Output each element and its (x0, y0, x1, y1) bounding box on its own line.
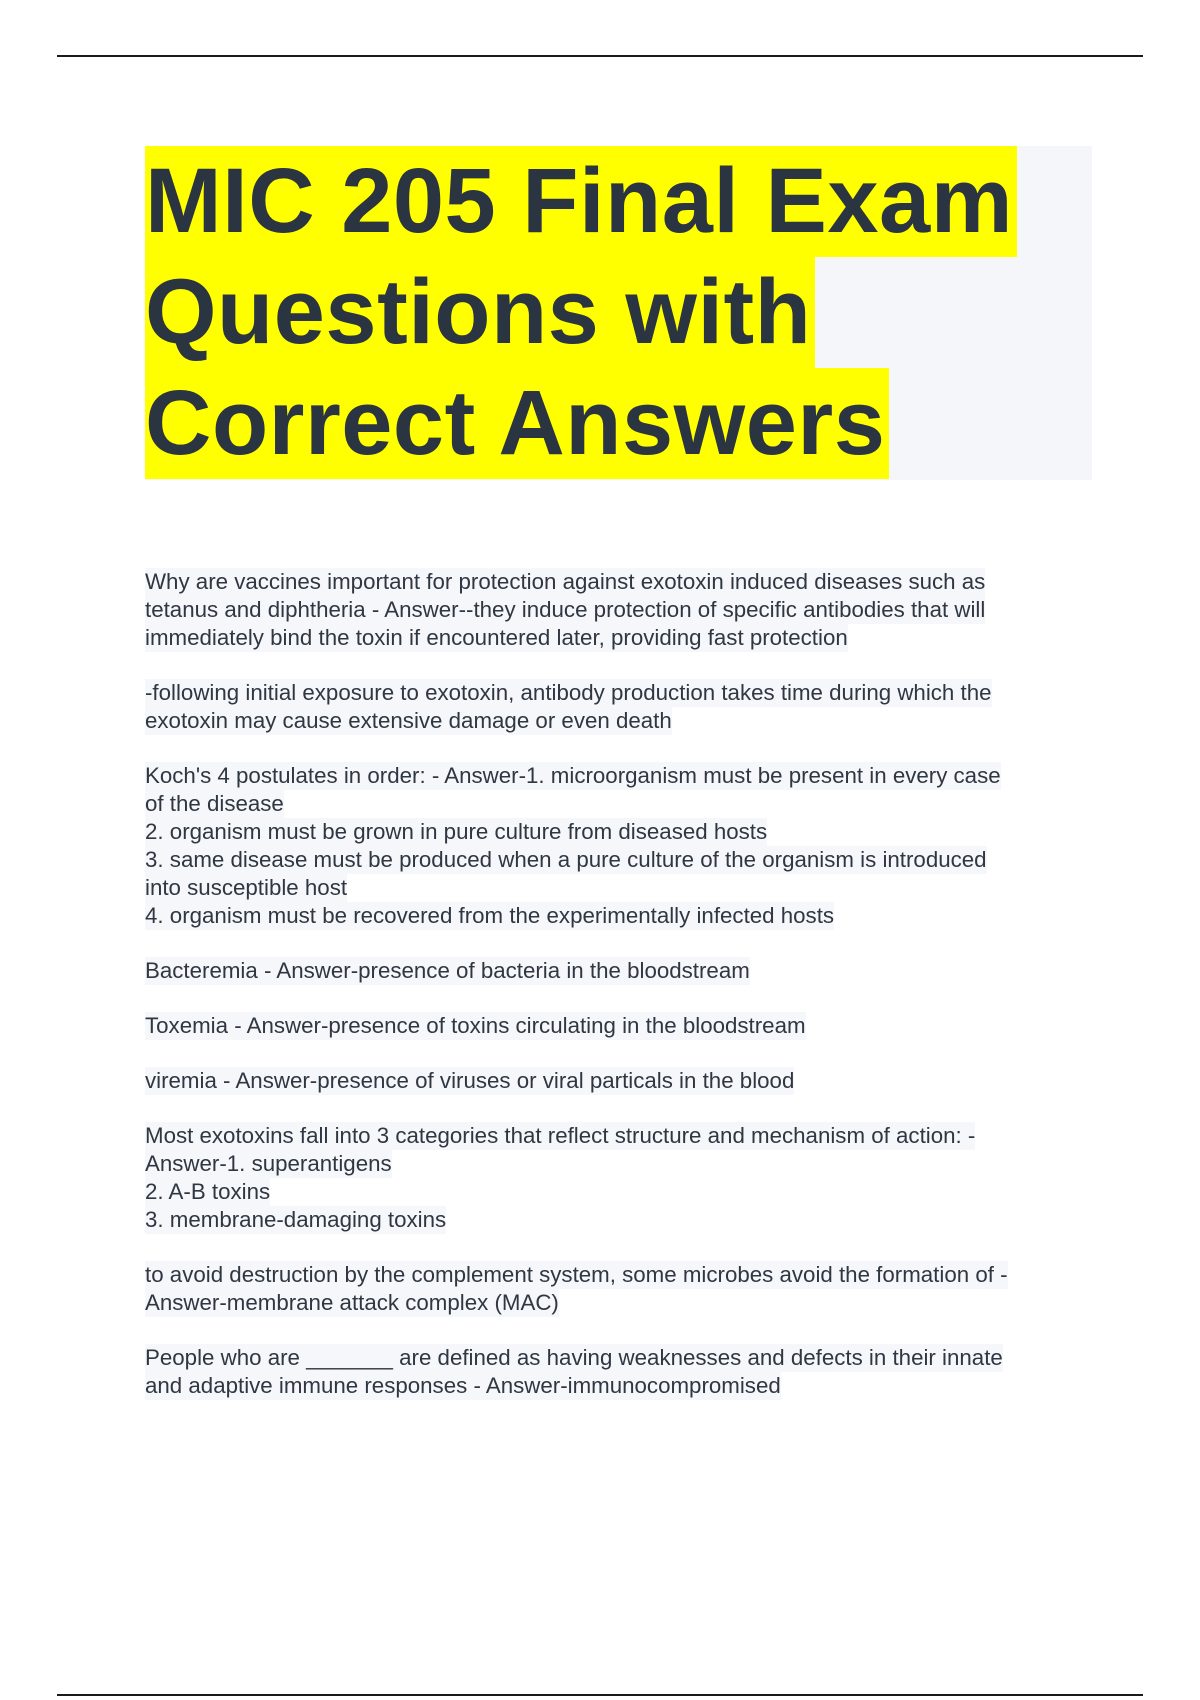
qa-list (145, 568, 1095, 1427)
text-line: People who are _______ are defined as having weaknesses and defects in their innate (145, 1345, 1003, 1370)
qa-entry-immunocompromised (145, 1344, 1095, 1400)
text-line: viremia - Answer-presence of viruses or viral particals in the blood (145, 1068, 795, 1093)
text-line: to avoid destruction by the complement system, some microbes avoid the formation of - (145, 1262, 1008, 1287)
title-line: Questions with (145, 257, 815, 368)
title-line: MIC 205 Final Exam (145, 146, 1017, 257)
text-line: Answer-1. superantigens (145, 1151, 392, 1176)
qa-entry-kochs-postulates (145, 762, 1095, 930)
qa-entry-complement-system (145, 1261, 1095, 1317)
text-line: Most exotoxins fall into 3 categories that reflect structure and mechanism of action: - (145, 1123, 976, 1148)
text-line: of the disease (145, 791, 284, 816)
text-line: tetanus and diphtheria - Answer--they induce protection of specific antibodies that will (145, 597, 986, 622)
text-line: 3. same disease must be produced when a pure culture of the organism is introduced (145, 847, 987, 872)
text-line: exotoxin may cause extensive damage or even death (145, 708, 672, 733)
qa-entry-bacteremia (145, 957, 1095, 985)
bottom-rule (57, 1694, 1143, 1696)
top-rule (57, 55, 1143, 57)
qa-entry-vaccines (145, 568, 1095, 652)
text-line: -following initial exposure to exotoxin, antibody production takes time during which the (145, 680, 992, 705)
text-line: Answer-membrane attack complex (MAC) (145, 1290, 559, 1315)
qa-entry-toxemia (145, 1012, 1095, 1040)
qa-entry-exotoxin-exposure (145, 679, 1095, 735)
text-line: and adaptive immune responses - Answer-immunocompromised (145, 1373, 781, 1398)
text-line: Why are vaccines important for protection against exotoxin induced diseases such as (145, 569, 986, 594)
text-line: into susceptible host (145, 875, 348, 900)
text-line: Bacteremia - Answer-presence of bacteria in the bloodstream (145, 958, 750, 983)
text-line: Toxemia - Answer-presence of toxins circulating in the bloodstream (145, 1013, 806, 1038)
document-title (145, 146, 1092, 479)
text-line: immediately bind the toxin if encountered later, providing fast protection (145, 625, 848, 650)
text-line: 3. membrane-damaging toxins (145, 1207, 447, 1232)
title-line: Correct Answers (145, 368, 889, 479)
qa-entry-exotoxin-categories (145, 1122, 1095, 1234)
qa-entry-viremia (145, 1067, 1095, 1095)
text-line: 4. organism must be recovered from the experimentally infected hosts (145, 903, 835, 928)
text-line: 2. organism must be grown in pure culture from diseased hosts (145, 819, 768, 844)
text-line: 2. A-B toxins (145, 1179, 271, 1204)
text-line: Koch's 4 postulates in order: - Answer-1. microorganism must be present in every case (145, 763, 1001, 788)
title-block (145, 146, 1092, 480)
